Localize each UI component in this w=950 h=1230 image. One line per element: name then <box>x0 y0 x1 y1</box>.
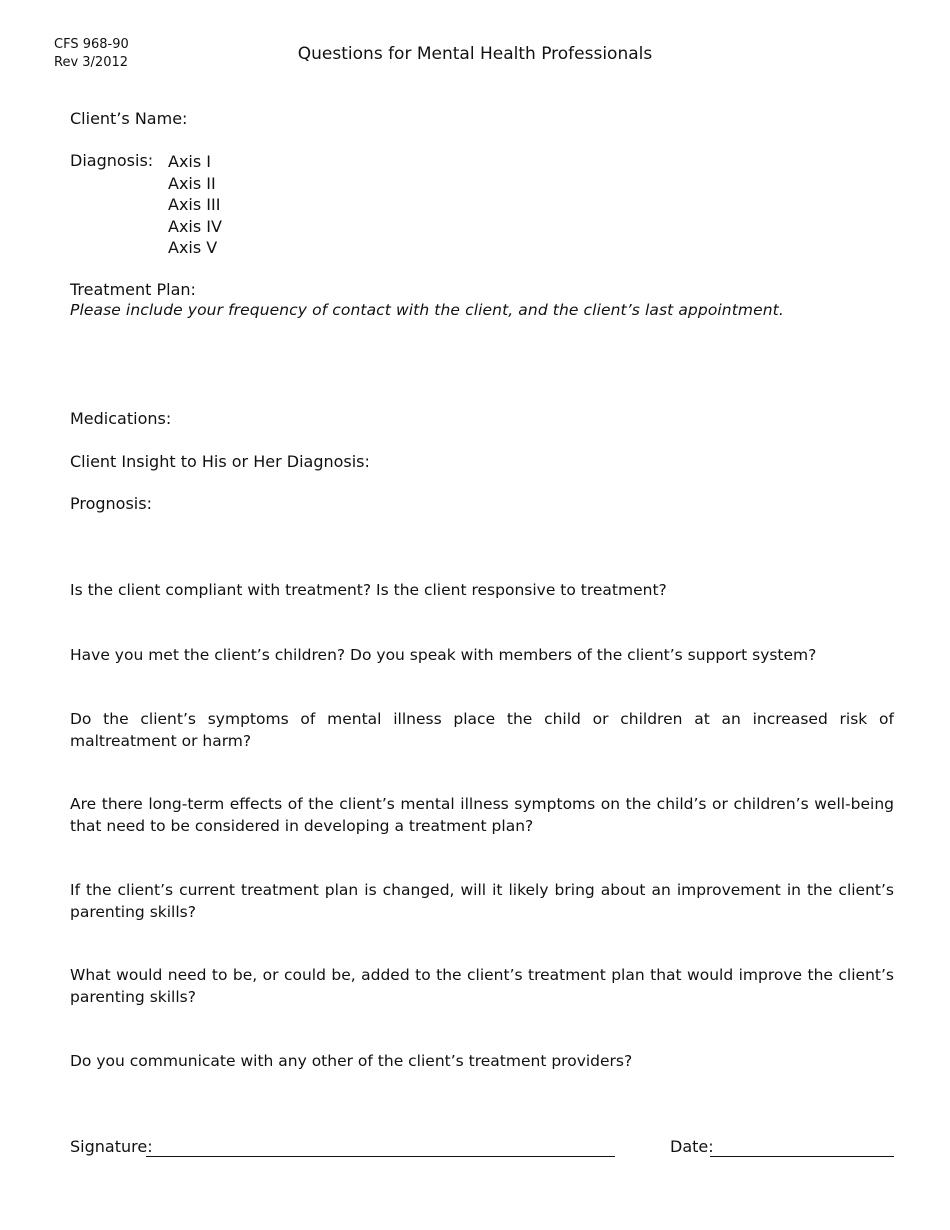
axis-list <box>168 151 222 259</box>
treatment-plan-note: Please include your frequency of contact with the client, and the client’s last appointment. <box>70 301 784 319</box>
date-label: Date: <box>670 1137 714 1156</box>
question-risk: Do the client’s symptoms of mental illness place the child or children at an increased risk of maltreatment or harm? <box>70 710 894 750</box>
axis-item: Axis V <box>168 238 218 257</box>
medications-label: Medications: <box>70 409 172 428</box>
question-long-term-effects: Are there long-term effects of the client’s mental illness symptoms on the child’s or children’s well-being that need to be considered in developing a treatment plan? <box>70 795 894 835</box>
question-compliance: Is the client compliant with treatment? Is the client responsive to treatment? <box>70 581 667 599</box>
treatment-plan-label: Treatment Plan: <box>70 280 196 299</box>
question-other-providers: Do you communicate with any other of the client’s treatment providers? <box>70 1052 633 1070</box>
client-name-label: Client’s Name: <box>70 109 188 128</box>
signature-line[interactable] <box>146 1156 615 1157</box>
question-plan-change: If the client’s current treatment plan is changed, will it likely bring about an improvement in the client’s parenting skills? <box>70 881 894 921</box>
axis-item: Axis II <box>168 173 216 193</box>
diagnosis-label: Diagnosis: <box>70 151 154 170</box>
form-number: CFS 968-90 <box>54 37 129 52</box>
insight-label: Client Insight to His or Her Diagnosis: <box>70 452 370 471</box>
question-plan-additions: What would need to be, or could be, added to the client’s treatment plan that would improve the client’s parenting skills? <box>70 966 894 1006</box>
axis-item: Axis IV <box>168 216 222 236</box>
question-children-support: Have you met the client’s children? Do you speak with members of the client’s support system? <box>70 646 817 664</box>
prognosis-label: Prognosis: <box>70 494 152 513</box>
axis-item: Axis III <box>168 195 221 214</box>
form-revision: Rev 3/2012 <box>54 55 129 70</box>
date-line[interactable] <box>710 1156 894 1157</box>
axis-item: Axis I <box>168 152 211 171</box>
signature-label: Signature: <box>70 1137 153 1156</box>
page-title: Questions for Mental Health Professionals <box>297 44 653 64</box>
